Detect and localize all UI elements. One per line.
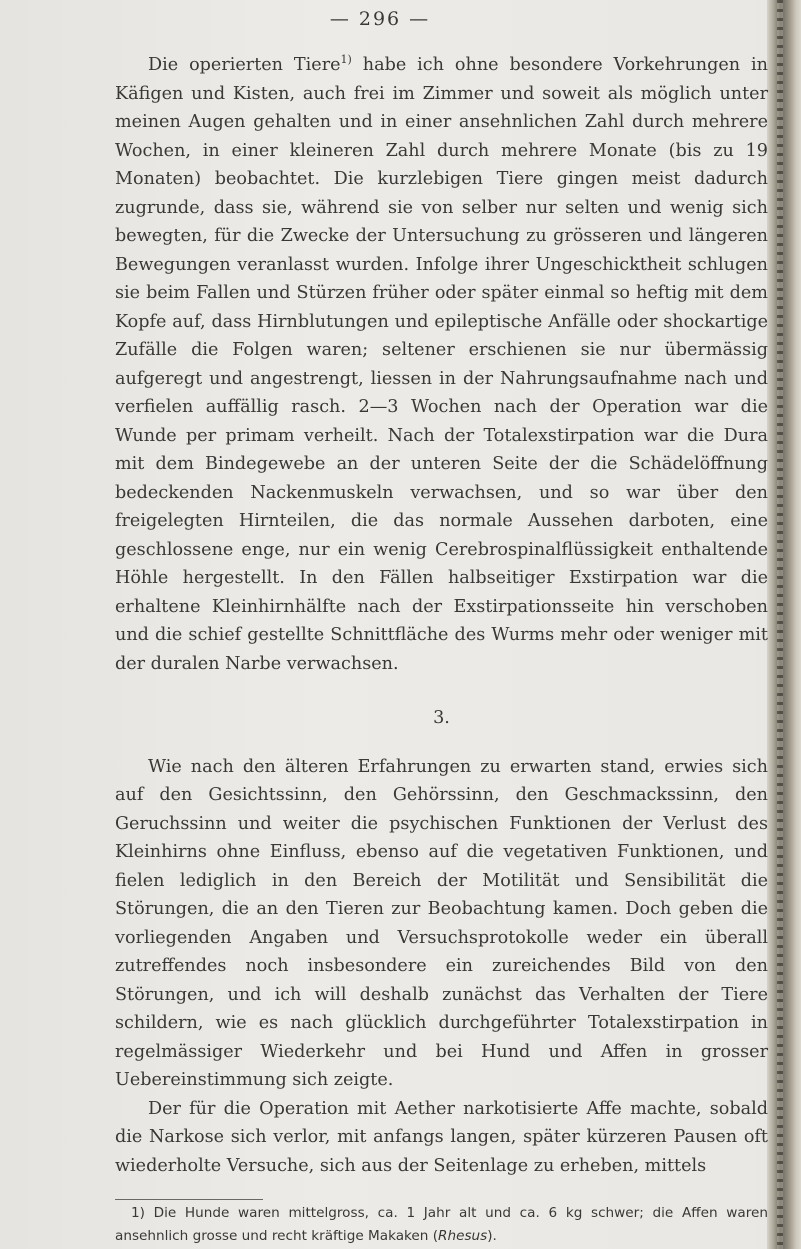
body-text: [115, 51, 768, 1180]
paragraph-1-text: habe ich ohne besondere Vorkehrungen in Käfigen und Kisten, auch frei im Zimmer und soweit als möglich unter meinen Augen gehalten und in einer ansehnlichen Zahl durch mehrere Wochen, in einer kleineren Zahl durch mehrere Monate (bis zu 19 Monaten) beobachtet. Die kurzlebigen Tiere gingen meist dadurch zugrunde, dass sie, während sie von selber nur selten und wenig sich bewegten, für die Zwecke der Untersuchung zu grösseren und längeren Bewegungen veranlasst wurden. Infolge ihrer Ungeschicktheit schlugen sie beim Fallen und Stürzen früher oder später einmal so heftig mit dem Kopfe auf, dass Hirnblutungen und epileptische Anfälle oder shockartige Zufälle die Folgen waren; seltener erschienen sie nur übermässig aufgeregt und angestrengt, liessen in der Nahrungsaufnahme nach und verfielen auffällig rasch. 2—3 Wochen nach der Operation war die Wunde per primam verheilt. Nach der Totalexstirpation war die Dura mit dem Bindegewebe an der unteren Seite der die Schädelöffnung bedeckenden Nackenmuskeln verwachsen, und so war über den freigelegten Hirnteilen, die das normale Aussehen darboten, eine geschlossene enge, nur ein wenig Cerebrospinalflüssigkeit enthaltende Höhle hergestellt. In den Fällen halbseitiger Exstirpation war die erhaltene Kleinhirnhälfte nach der Exstirpationsseite hin verschoben und die schief gestellte Schnittfläche des Wurms mehr oder weniger mit der duralen Narbe verwachsen.: [115, 55, 769, 674]
section-number: 3.: [433, 708, 450, 728]
footnote-text: 1) Die Hunde waren mittelgross, ca. 1 Jahr alt und ca. 6 kg schwer; die Affen waren ansehnlich grosse und recht kräftige Makaken: [115, 1205, 768, 1244]
paragraph-2: Wie nach den älteren Erfahrungen zu erwarten stand, erwies sich auf den Gesichtssinn, den Gehörssinn, den Geschmackssinn, den Geruchssinn und weiter die psychischen Funktionen der Verlust des Kleinhirns ohne Einfluss, ebenso auf die vegetativen Funktionen, und fielen lediglich in den Bereich der Motilität und Sensibilität die Störungen, die an den Tieren zur Beobachtung kamen. Doch geben die vorliegenden Angaben und Versuchsprotokolle weder ein überall zutreffendes noch insbesondere ein zureichendes Bild von den Störungen, und ich will deshalb zunächst das Verhalten der Tiere schildern, wie es nach glücklich durchgeführter Totalexstirpation in regelmässiger Wiederkehr und bei Hund und Affen in grosser Uebereinstimmung sich zeigte.: [115, 756, 768, 1090]
book-binding-edge: [767, 0, 801, 1249]
paragraph-1-lead: Die operierten Tiere: [148, 55, 341, 75]
footnote-species: Rhesus: [438, 1228, 488, 1244]
footnote-divider: [115, 1199, 263, 1200]
paragraph-1: [115, 51, 768, 678]
footnote: 1) Die Hunde waren mittelgross, ca. 1 Jahr alt und ca. 6 kg schwer; die Affen waren ansehnlich grosse und recht kräftige Makaken (Rhesus).: [115, 1205, 768, 1244]
paragraph-3: Der für die Operation mit Aether narkotisierte Affe machte, sobald die Narkose sich verlor, mit anfangs langen, später kürzeren Pausen oft wiederholte Versuche, sich aus der Seitenlage zu erheben, mittels: [115, 1098, 768, 1176]
footnote-marker: 1): [340, 53, 352, 67]
page-number: — 296 —: [329, 8, 431, 30]
